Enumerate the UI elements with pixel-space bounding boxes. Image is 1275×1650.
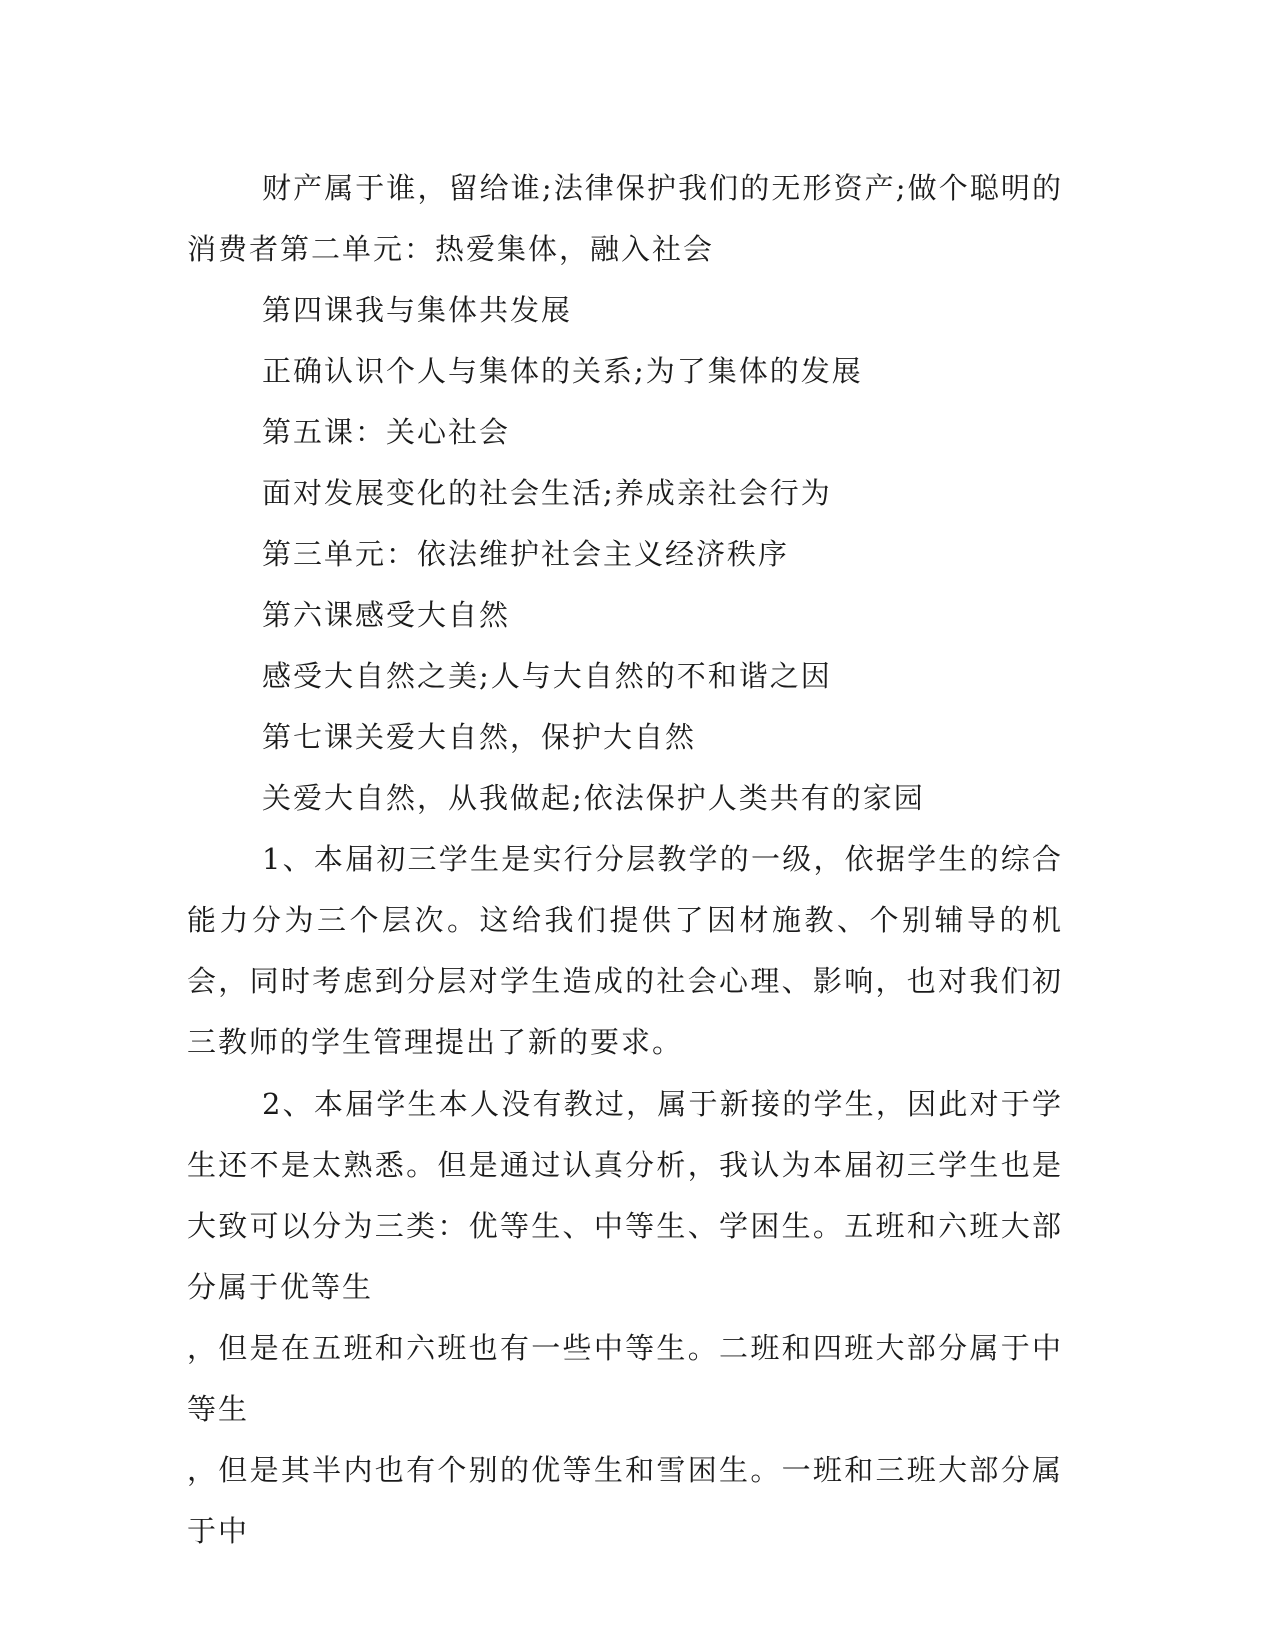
heading-lesson-7: 第七课关爱大自然，保护大自然	[262, 720, 697, 754]
heading-lesson-4: 第四课我与集体共发展	[262, 293, 573, 327]
paragraph-unit1-summary: 财产属于谁，留给谁;法律保护我们的无形资产;做个聪明的消费者第二单元：热爱集体，融入社会	[187, 171, 1063, 266]
paragraph-point-2-continued-a: ，但是在五班和六班也有一些中等生。二班和四班大部分属于中等生	[187, 1331, 1063, 1426]
paragraph-lesson-6-topics: 感受大自然之美;人与大自然的不和谐之因	[262, 659, 832, 693]
paragraph-point-2-continued-b: ，但是其半内也有个别的优等生和雪困生。一班和三班大部分属于中	[187, 1453, 1063, 1548]
paragraph-point-1: 1、本届初三学生是实行分层教学的一级，依据学生的综合能力分为三个层次。这给我们提供了因材施教、个别辅导的机会，同时考虑到分层对学生造成的社会心理、影响，也对我们初三教师的学生管理提出了新的要求。	[187, 842, 1063, 1059]
paragraph-lesson-5-topics: 面对发展变化的社会生活;养成亲社会行为	[262, 476, 832, 510]
document-body	[187, 158, 1063, 1562]
paragraph-lesson-7-topics: 关爱大自然，从我做起;依法保护人类共有的家园	[262, 781, 925, 815]
heading-lesson-5: 第五课：关心社会	[262, 415, 511, 449]
paragraph-lesson-4-topics: 正确认识个人与集体的关系;为了集体的发展	[262, 354, 863, 388]
paragraph-point-2: 2、本届学生本人没有教过，属于新接的学生，因此对于学生还不是太熟悉。但是通过认真分析，我认为本届初三学生也是大致可以分为三类：优等生、中等生、学困生。五班和六班大部分属于优等生	[187, 1087, 1063, 1304]
heading-unit-3: 第三单元：依法维护社会主义经济秩序	[262, 537, 790, 571]
heading-lesson-6: 第六课感受大自然	[262, 598, 511, 632]
